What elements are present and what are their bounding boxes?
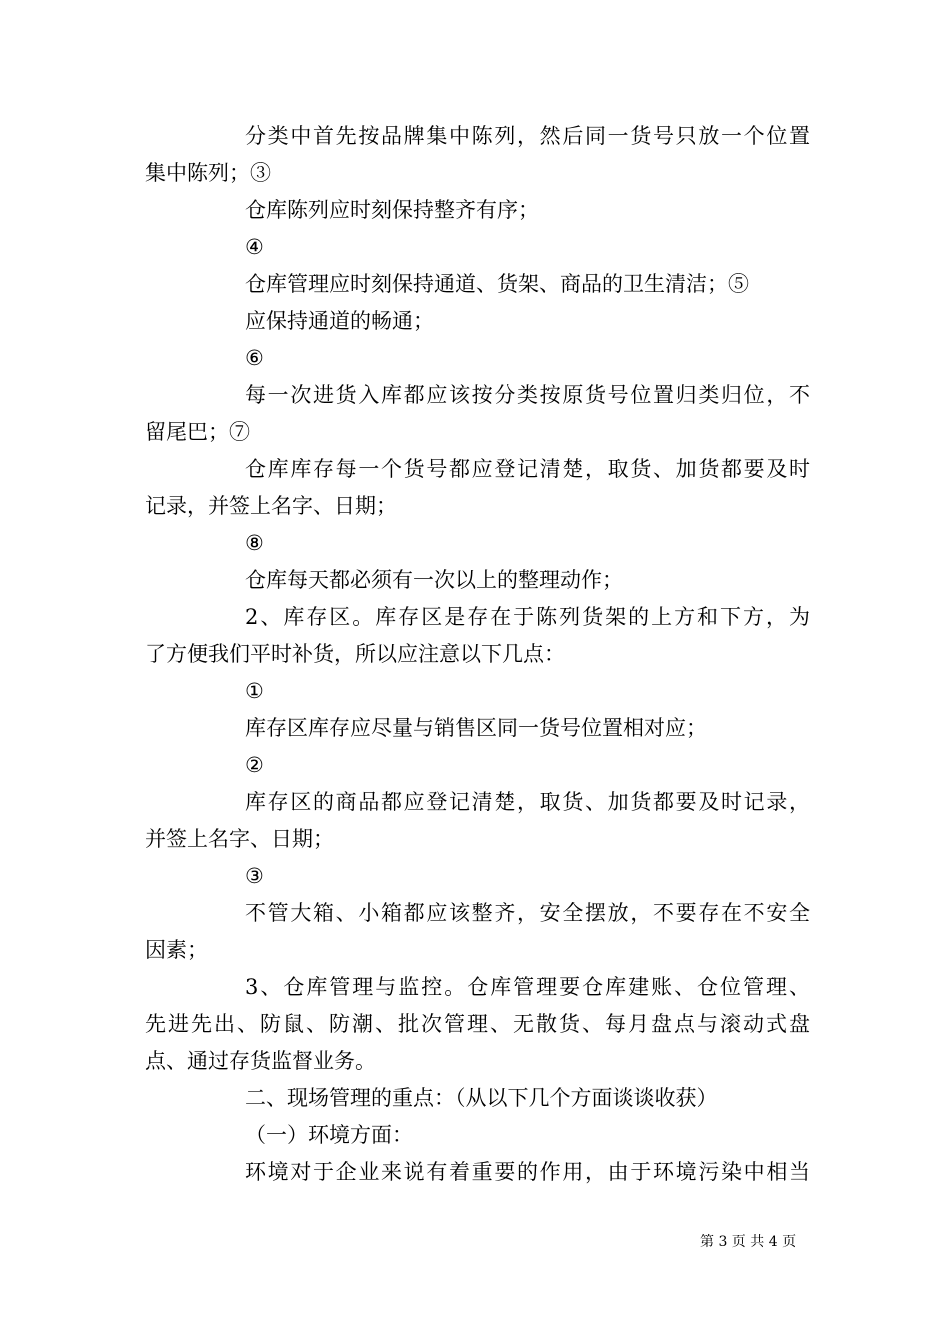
subsection-heading: （一）环境方面： xyxy=(245,1123,413,1147)
text-line: 库存区库存应尽量与销售区同一货号位置相对应； xyxy=(245,716,707,740)
text-line: 先进先出、防鼠、防潮、批次管理、无散货、每月盘点与滚动式盘 xyxy=(145,1012,810,1036)
text-line: ⑧ xyxy=(245,531,264,555)
text-line: 因素； xyxy=(145,938,208,962)
text-line: 留尾巴；⑦ xyxy=(145,420,250,444)
text-line: 分类中首先按品牌集中陈列，然后同一货号只放一个位置 xyxy=(245,124,810,148)
text-line: ④ xyxy=(245,235,264,259)
text-line: 仓库管理应时刻保持通道、货架、商品的卫生清洁；⑤ xyxy=(245,272,749,296)
document-body xyxy=(145,118,810,1191)
text-line: 应保持通道的畅通； xyxy=(245,309,434,333)
text-line: ③ xyxy=(245,864,264,888)
text-line: 并签上名字、日期； xyxy=(145,827,334,851)
text-line: 仓库每天都必须有一次以上的整理动作； xyxy=(245,568,623,592)
text-line: ⑥ xyxy=(245,346,264,370)
text-line: 库存区的商品都应登记清楚，取货、加货都要及时记录， xyxy=(245,790,810,814)
text-line: 记录，并签上名字、日期； xyxy=(145,494,397,518)
text-line: 仓库陈列应时刻保持整齐有序； xyxy=(245,198,539,222)
text-line: 2、库存区。库存区是存在于陈列货架的上方和下方，为 xyxy=(245,605,810,629)
text-line: 每一次进货入库都应该按分类按原货号位置归类归位，不 xyxy=(245,383,810,407)
text-line: 点、通过存货监督业务。 xyxy=(145,1049,376,1073)
text-line: 不管大箱、小箱都应该整齐，安全摆放，不要存在不安全 xyxy=(245,901,810,925)
text-line: 集中陈列；③ xyxy=(145,161,271,185)
text-line: ② xyxy=(245,753,264,777)
section-heading: 二、现场管理的重点：（从以下几个方面谈谈收获） xyxy=(245,1086,718,1110)
text-line: 环境对于企业来说有着重要的作用，由于环境污染中相当 xyxy=(245,1160,810,1184)
text-line: ① xyxy=(245,679,264,703)
text-line: 仓库库存每一个货号都应登记清楚，取货、加货都要及时 xyxy=(245,457,810,481)
text-line: 了方便我们平时补货，所以应注意以下几点： xyxy=(145,642,565,666)
text-line: 3、仓库管理与监控。仓库管理要仓库建账、仓位管理、 xyxy=(245,975,810,999)
page-number: 第 3 页 共 4 页 xyxy=(700,1234,797,1250)
